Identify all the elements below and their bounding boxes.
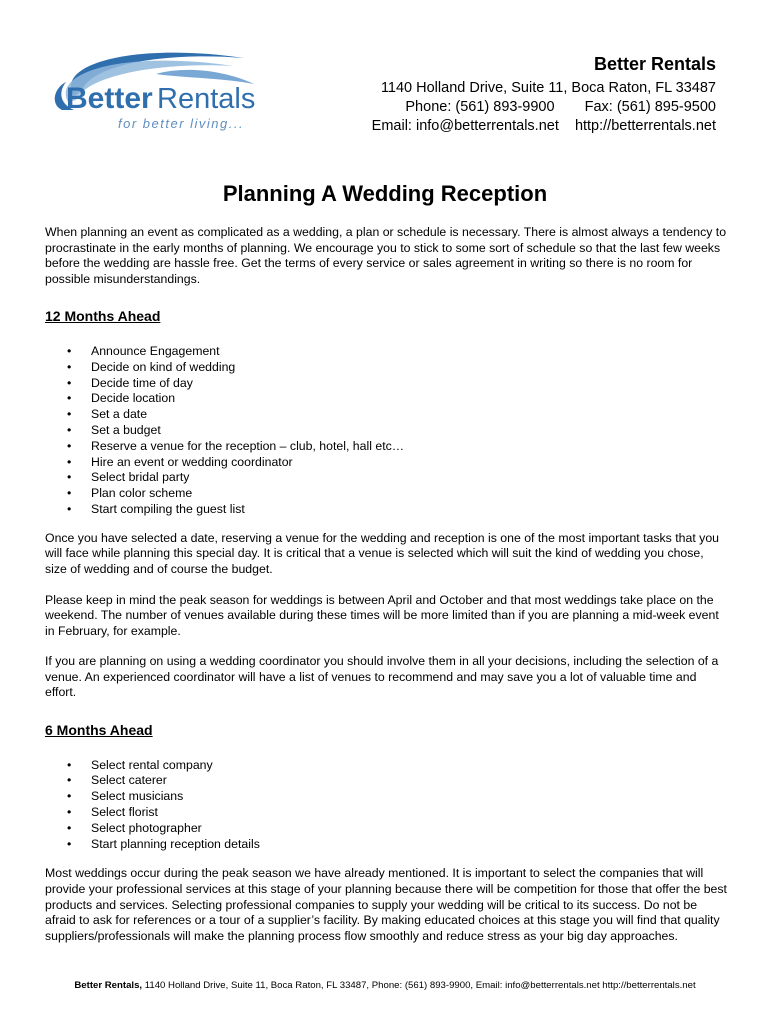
list-item: • Select caterer bbox=[45, 773, 727, 789]
page-footer bbox=[0, 980, 770, 991]
list-item: • Decide time of day bbox=[45, 376, 727, 392]
footer-details: 1140 Holland Drive, Suite 11, Boca Raton, FL 33487, Phone: (561) 893-9900, Email: info@betterrentals.net http://betterrentals.net bbox=[142, 980, 696, 991]
company-logo bbox=[44, 44, 258, 136]
company-phone-fax bbox=[372, 98, 716, 117]
peak-season-services-paragraph: Most weddings occur during the peak season we have already mentioned. It is important to select the companies that will provide your professional services at this stage of your planning because there will be competition for those that offer the best products and services. Selecting professional companies to supply your wedding will be critical to its success. Do not be afraid to ask for references or a tour of a supplier’s facility. By making educated choices at this stage you will find that quality suppliers/professionals will make the planning process flow smoothly and reduce stress as your big day approaches. bbox=[45, 866, 727, 943]
logo-tagline: for better living... bbox=[118, 116, 245, 131]
list-item: • Select bridal party bbox=[45, 470, 727, 486]
document-body bbox=[45, 225, 727, 944]
logo-graphic bbox=[44, 44, 258, 136]
list-item: • Select rental company bbox=[45, 758, 727, 774]
list-item: • Start planning reception details bbox=[45, 837, 727, 853]
company-contact bbox=[372, 117, 716, 136]
list-item: • Select florist bbox=[45, 805, 727, 821]
list-item: • Set a budget bbox=[45, 423, 727, 439]
list-item: • Decide on kind of wedding bbox=[45, 360, 727, 376]
venue-paragraph: Once you have selected a date, reserving a venue for the wedding and reception is one of the most important tasks that you will face while planning this special day. It is critical that a venue is selected which will suit the kind of wedding you chose, size of wedding and of course the budget. bbox=[45, 530, 719, 576]
coordinator-paragraph: If you are planning on using a wedding coordinator you should involve them in all your decisions, including the selection of a venue. An experienced coordinator will have a list of venues to recommend and may save you a lot of valuable time and effort. bbox=[45, 654, 719, 700]
logo-brand-light: Rentals bbox=[157, 83, 256, 115]
peak-season-paragraph: Please keep in mind the peak season for weddings is between April and October and that most weddings take place on the weekend. The number of venues available during these times will be more limited than if you are planning a mid-week event in February, for example. bbox=[45, 592, 719, 638]
company-phone: Phone: (561) 893-9900 bbox=[405, 99, 555, 115]
list-item: • Announce Engagement bbox=[45, 344, 727, 360]
list-item: • Decide location bbox=[45, 391, 727, 407]
section-heading-12-months: 12 Months Ahead bbox=[45, 308, 161, 325]
company-info bbox=[372, 54, 716, 136]
list-item: • Start compiling the guest list bbox=[45, 502, 727, 518]
company-email: Email: info@betterrentals.net bbox=[371, 118, 559, 134]
list-item: • Reserve a venue for the reception – club, hotel, hall etc… bbox=[45, 439, 727, 455]
logo-brand-bold: Better bbox=[66, 82, 153, 115]
list-item: • Select photographer bbox=[45, 821, 727, 837]
checklist-12-months bbox=[45, 344, 727, 518]
company-url[interactable]: http://betterrentals.net bbox=[574, 118, 716, 134]
list-item: • Select musicians bbox=[45, 789, 727, 805]
company-address: 1140 Holland Drive, Suite 11, Boca Raton, FL 33487 bbox=[380, 80, 716, 96]
footer-company-name: Better Rentals, bbox=[74, 980, 143, 991]
list-item: • Hire an event or wedding coordinator bbox=[45, 455, 727, 471]
section-heading-6-months: 6 Months Ahead bbox=[45, 722, 153, 739]
list-item: • Set a date bbox=[45, 407, 727, 423]
company-name: Better Rentals bbox=[593, 54, 716, 74]
checklist-6-months bbox=[45, 758, 727, 853]
company-fax: Fax: (561) 895-9500 bbox=[584, 99, 716, 115]
document-title: Planning A Wedding Reception bbox=[222, 181, 548, 206]
list-item: • Plan color scheme bbox=[45, 486, 727, 502]
intro-paragraph: When planning an event as complicated as a wedding, a plan or schedule is necessary. There is almost always a tendency to procrastinate in the early months of planning. We encourage you to stick to some sort of schedule so that the last few weeks before the wedding are hassle free. Get the terms of every service or sales agreement in writing so there is no room for possible misunderstandings. bbox=[45, 225, 727, 286]
